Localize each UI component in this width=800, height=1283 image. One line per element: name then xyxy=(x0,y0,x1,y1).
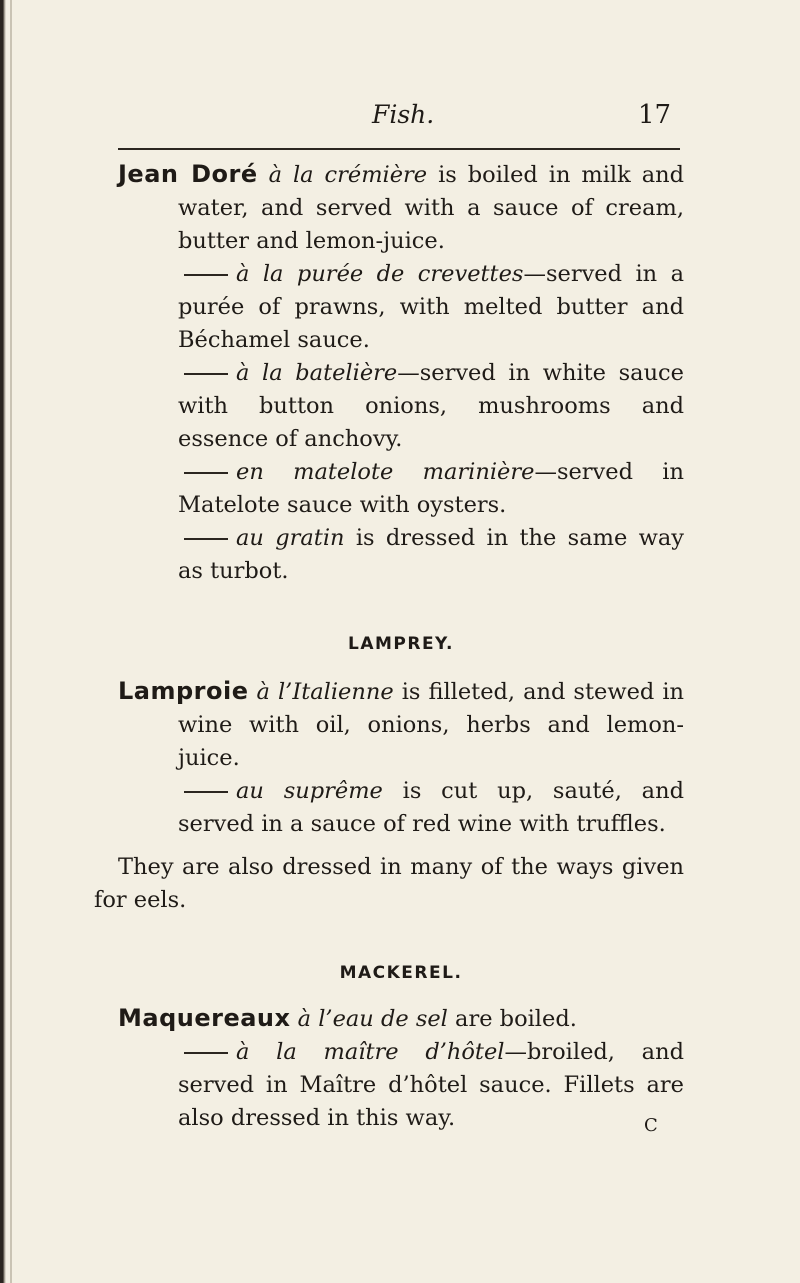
ditto-dash xyxy=(184,472,228,474)
lamproie-entry xyxy=(118,675,684,775)
variant-style: au gratin xyxy=(236,525,345,551)
header-rule xyxy=(118,148,680,150)
variant-text: —served in Matelote sauce with oysters. xyxy=(178,459,684,518)
ditto-dash xyxy=(184,538,228,540)
dore-variant xyxy=(118,522,684,588)
page-number: 17 xyxy=(638,100,672,130)
maquereaux-text: are boiled. xyxy=(447,1006,577,1032)
dore-text: is boiled in milk and water, and served with a sauce of cream, butter and lemon-juice. xyxy=(178,162,685,254)
lamprey-note: They are also dressed in many of the ways given for eels. xyxy=(94,854,684,913)
lamprey-section-title: LAMPREY. xyxy=(347,634,455,654)
variant-style: à la batelière xyxy=(236,360,398,386)
page-body xyxy=(94,158,685,1135)
ditto-dash xyxy=(184,791,228,793)
lamproie-text: is filleted, and stewed in wine with oil, onions, herbs and lemon-juice. xyxy=(178,679,685,771)
variant-style: à la maître d’hôtel xyxy=(236,1039,505,1065)
variant-text: —served in a purée of prawns, with melted butter and Béchamel sauce. xyxy=(178,261,685,353)
maquereaux-entry xyxy=(118,1002,684,1036)
lamproie-style: à l’Italienne xyxy=(256,679,394,705)
maquereaux-style: à l’eau de sel xyxy=(297,1006,448,1032)
maquereaux-heading: Maquereaux xyxy=(118,1004,291,1032)
lamproie-variant xyxy=(118,775,684,841)
variant-style: au suprême xyxy=(236,778,383,804)
dore-variant xyxy=(118,258,684,357)
running-head-title: Fish. xyxy=(372,100,435,129)
ditto-dash xyxy=(184,274,228,276)
dore-heading: Jean Doré xyxy=(118,160,258,188)
ditto-dash xyxy=(184,1052,228,1054)
ditto-dash xyxy=(184,373,228,375)
variant-style: en matelote marinière xyxy=(236,459,535,485)
dore-entry xyxy=(118,158,684,258)
variant-text: is cut up, sauté, and served in a sauce of red wine with truffles. xyxy=(178,778,684,837)
variant-text: is dressed in the same way as turbot. xyxy=(178,525,684,584)
dore-style: à la crémière xyxy=(268,162,428,188)
dore-variant xyxy=(118,357,684,456)
dore-variant xyxy=(118,456,684,522)
variant-style: à la purée de crevettes xyxy=(236,261,524,287)
signature-mark: C xyxy=(644,1115,658,1136)
lamproie-heading: Lamproie xyxy=(118,677,249,705)
maquereaux-variant xyxy=(118,1036,684,1135)
variant-text: —served in white sauce with button onions, mushrooms and essence of anchovy. xyxy=(178,360,684,452)
mackerel-section-title: MACKEREL. xyxy=(339,963,463,983)
running-head xyxy=(0,100,800,140)
variant-text: —broiled, and served in Maître d’hôtel sauce. Fillets are also dressed in this way. xyxy=(178,1039,684,1131)
